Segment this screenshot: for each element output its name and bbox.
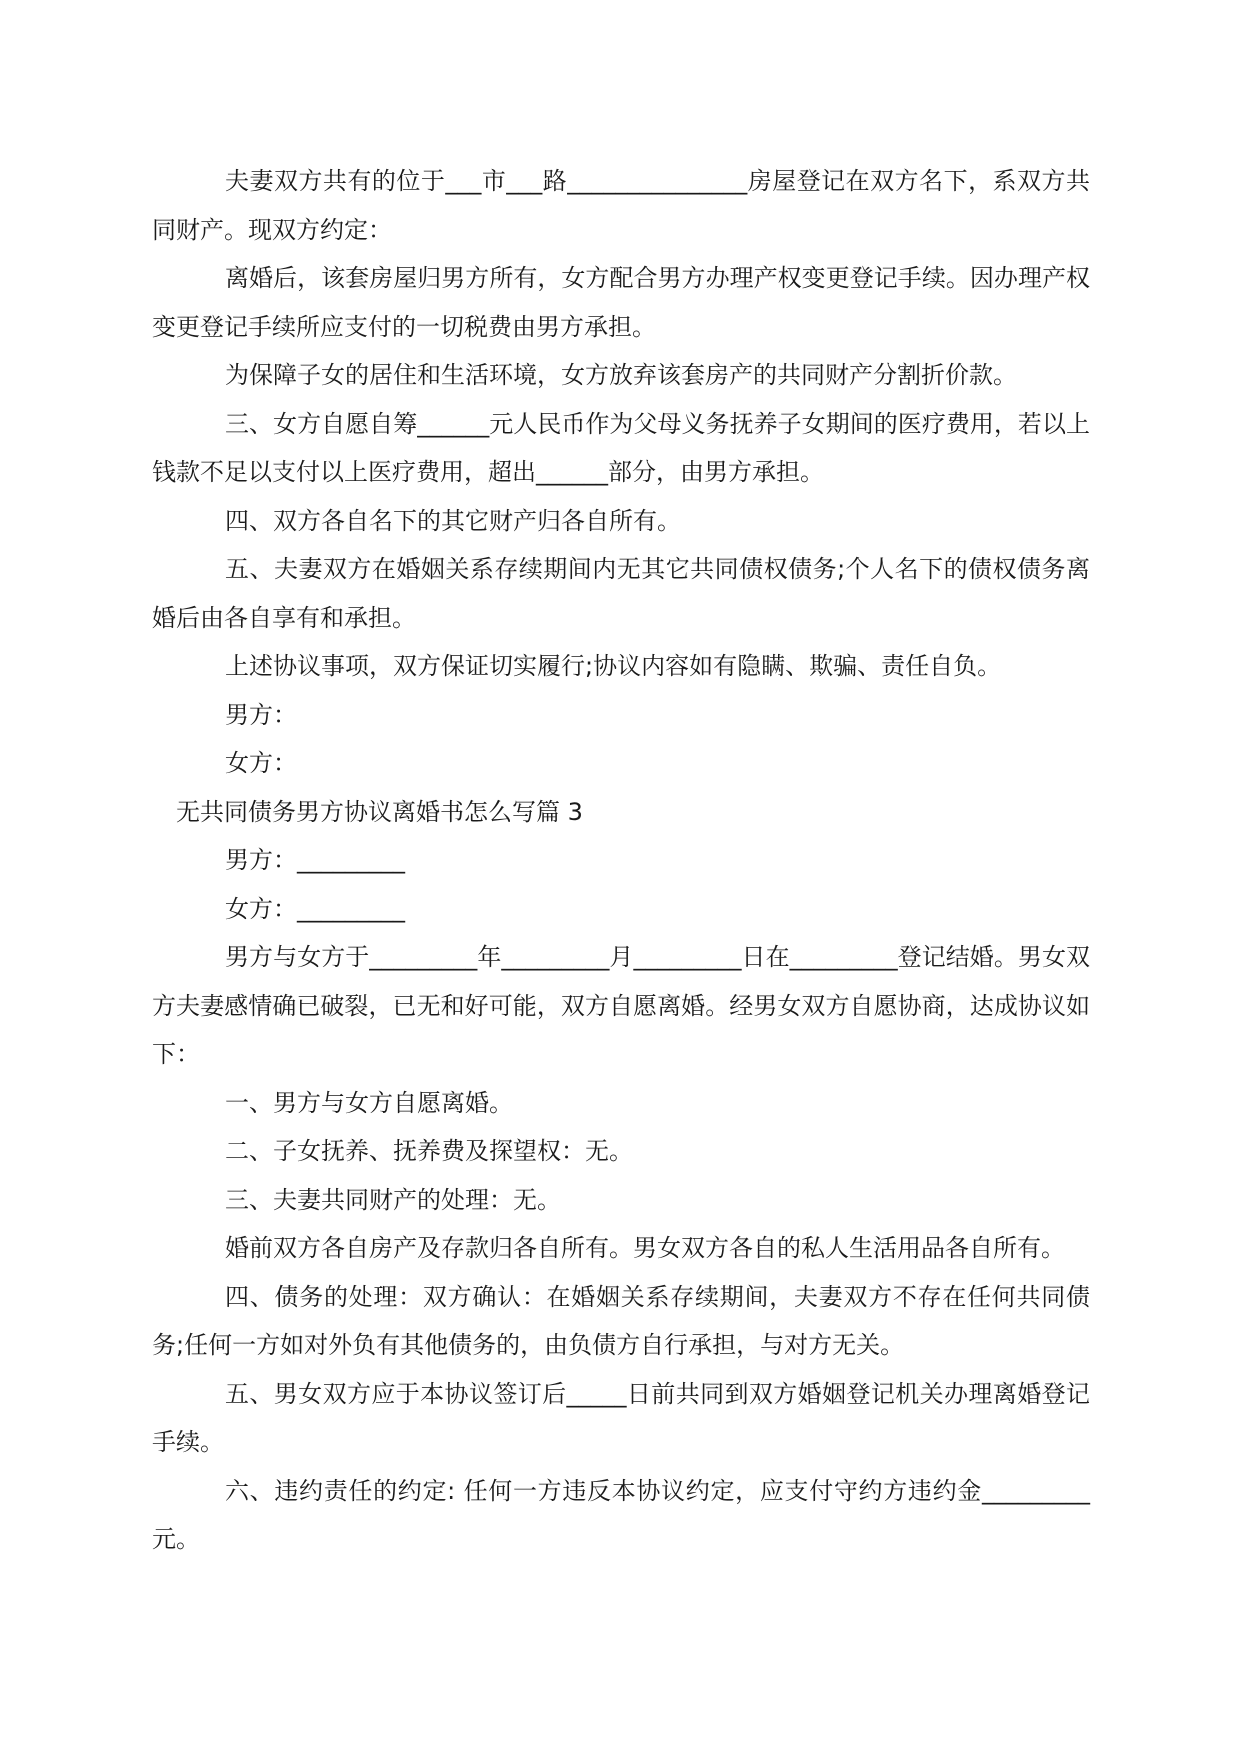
party-male: 男方：_________ xyxy=(225,846,405,874)
paragraph-house-location: 夫妻双方共有的位于___市___路_______________房屋登记在双方名下，系双方共同财产。现双方约定： xyxy=(152,167,1090,244)
paragraph-clause-5-registration: 五、男女双方应于本协议签订后_____日前共同到双方婚姻登记机关办理离婚登记手续。 xyxy=(152,1379,1090,1456)
party-female: 女方：_________ xyxy=(225,894,405,923)
paragraph-clause-3-medical: 三、女方自愿自筹______元人民币作为父母义务抚养子女期间的医疗费用，若以上钱款不足以支付以上医疗费用，超出______部分，由男方承担。 xyxy=(152,409,1090,486)
section-title: 无共同债务男方协议离婚书怎么写篇 3 xyxy=(176,797,583,826)
document-body xyxy=(152,157,1090,1564)
paragraph-marriage-registration: 男方与女方于_________年_________月_________日在_________登记结婚。男女双方夫妻感情确已破裂，已无和好可能，双方自愿离婚。经男女双方自愿协商，达成协议如下： xyxy=(152,943,1090,1068)
signature-female: 女方： xyxy=(225,749,297,777)
paragraph-guarantee: 上述协议事项，双方保证切实履行;协议内容如有隐瞒、欺骗、责任自负。 xyxy=(225,652,1002,680)
signature-male: 男方： xyxy=(225,700,297,729)
paragraph-clause-2-children: 二、子女抚养、抚养费及探望权：无。 xyxy=(225,1137,633,1165)
paragraph-clause-1-divorce: 一、男方与女方自愿离婚。 xyxy=(225,1088,513,1117)
paragraph-housing-waiver: 为保障子女的居住和生活环境，女方放弃该套房产的共同财产分割折价款。 xyxy=(225,361,1017,389)
paragraph-clause-4-property: 四、双方各自名下的其它财产归各自所有。 xyxy=(225,506,681,535)
paragraph-house-ownership: 离婚后，该套房屋归男方所有，女方配合男方办理产权变更登记手续。因办理产权变更登记手续所应支付的一切税费由男方承担。 xyxy=(152,264,1090,341)
paragraph-clause-3-property: 三、夫妻共同财产的处理：无。 xyxy=(225,1185,561,1214)
paragraph-clause-5-debts: 五、夫妻双方在婚姻关系存续期间内无其它共同债权债务;个人名下的债权债务离婚后由各自享有和承担。 xyxy=(152,555,1090,632)
paragraph-clause-4-debts: 四、债务的处理：双方确认：在婚姻关系存续期间，夫妻双方不存在任何共同债务;任何一方如对外负有其他债务的，由负债方自行承担，与对方无关。 xyxy=(152,1282,1090,1359)
paragraph-premarital-property: 婚前双方各自房产及存款归各自所有。男女双方各自的私人生活用品各自所有。 xyxy=(225,1234,1065,1262)
paragraph-clause-6-liability: 六、违约责任的约定: 任何一方违反本协议约定，应支付守约方违约金_________元。 xyxy=(152,1476,1090,1553)
